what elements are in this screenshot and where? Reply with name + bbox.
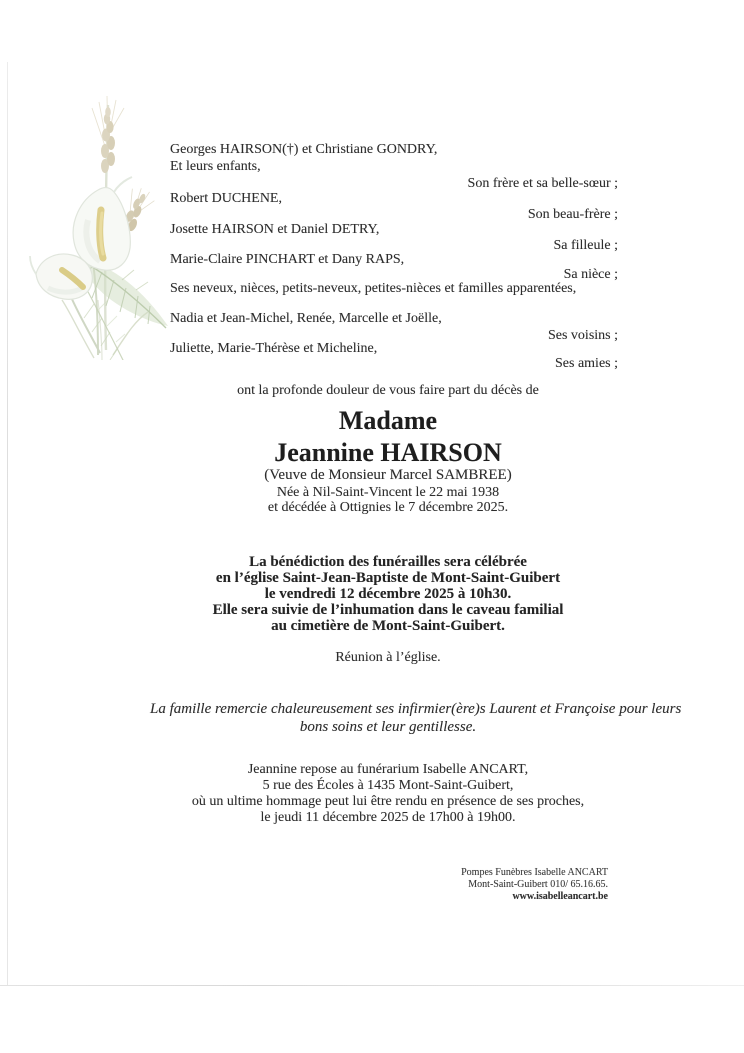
funeral-home-phone: Mont-Saint-Guibert 010/ 65.16.65. (468, 879, 608, 890)
relation-label: Ses amies ; (555, 356, 618, 371)
calla-lily-icon (73, 177, 132, 270)
repose-line: 5 rue des Écoles à 1435 Mont-Saint-Guibert, (262, 778, 514, 793)
meeting-line: Réunion à l’église. (335, 650, 441, 665)
funeral-home-website: www.isabelleancart.be (512, 891, 608, 902)
ceremony-line: La bénédiction des funérailles sera célébrée (249, 554, 527, 570)
relation-label: Ses voisins ; (547, 328, 618, 343)
scanned-page-left-edge (7, 62, 8, 986)
ceremony-line: en l’église Saint-Jean-Baptiste de Mont-Saint-Guibert (215, 570, 561, 586)
relative-line: Robert DUCHENE, (170, 191, 282, 206)
relative-line: Nadia et Jean-Michel, Renée, Marcelle et Joëlle, (170, 311, 442, 326)
deceased-title: Madame (338, 406, 438, 435)
relative-line: Ses neveux, nièces, petits-neveux, petites-nièces et familles apparentées, (170, 281, 577, 296)
thanks-line: La famille remercie chaleureusement ses infirmier(ère)s Laurent et Françoise pour leurs (150, 701, 682, 717)
ceremony-line: au cimetière de Mont-Saint-Guibert. (271, 618, 505, 634)
relation-label: Sa nièce ; (563, 267, 618, 282)
thanks-line: bons soins et leur gentillesse. (299, 719, 477, 735)
repose-line: Jeannine repose au funérarium Isabelle ANCART, (247, 762, 529, 777)
deceased-name: Jeannine HAIRSON (274, 438, 502, 467)
relative-line: Et leurs enfants, (170, 159, 261, 174)
relative-line: Marie-Claire PINCHART et Dany RAPS, (170, 252, 405, 267)
relation-label: Son frère et sa belle-sœur ; (467, 176, 618, 191)
ceremony-line: Elle sera suivie de l’inhumation dans le caveau familial (212, 602, 564, 618)
announcement-intro: ont la profonde douleur de vous faire part du décès de (237, 383, 539, 398)
deceased-birth-line: Née à Nil-Saint-Vincent le 22 mai 1938 (276, 485, 500, 500)
relation-label: Son beau-frère ; (527, 207, 618, 222)
ceremony-line: le vendredi 12 décembre 2025 à 10h30. (264, 586, 512, 602)
repose-line: le jeudi 11 décembre 2025 de 17h00 à 19h00. (260, 810, 516, 825)
calla-lily-icon (30, 254, 92, 299)
calla-lily-wheat-illustration (28, 60, 173, 360)
relative-line: Juliette, Marie-Thérèse et Micheline, (170, 341, 378, 356)
deceased-death-line: et décédée à Ottignies le 7 décembre 2025. (267, 500, 509, 515)
scanned-page-bottom-edge (0, 985, 744, 986)
repose-line: où un ultime hommage peut lui être rendu en présence de ses proches, (191, 794, 585, 809)
relation-label: Sa filleule ; (553, 238, 618, 253)
relative-line: Josette HAIRSON et Daniel DETRY, (170, 222, 380, 237)
relative-line: Georges HAIRSON(†) et Christiane GONDRY, (170, 142, 438, 157)
wheat-ear-icon (92, 96, 124, 173)
funeral-home-name: Pompes Funèbres Isabelle ANCART (461, 867, 608, 878)
deceased-widow-of: (Veuve de Monsieur Marcel SAMBREE) (264, 467, 512, 483)
